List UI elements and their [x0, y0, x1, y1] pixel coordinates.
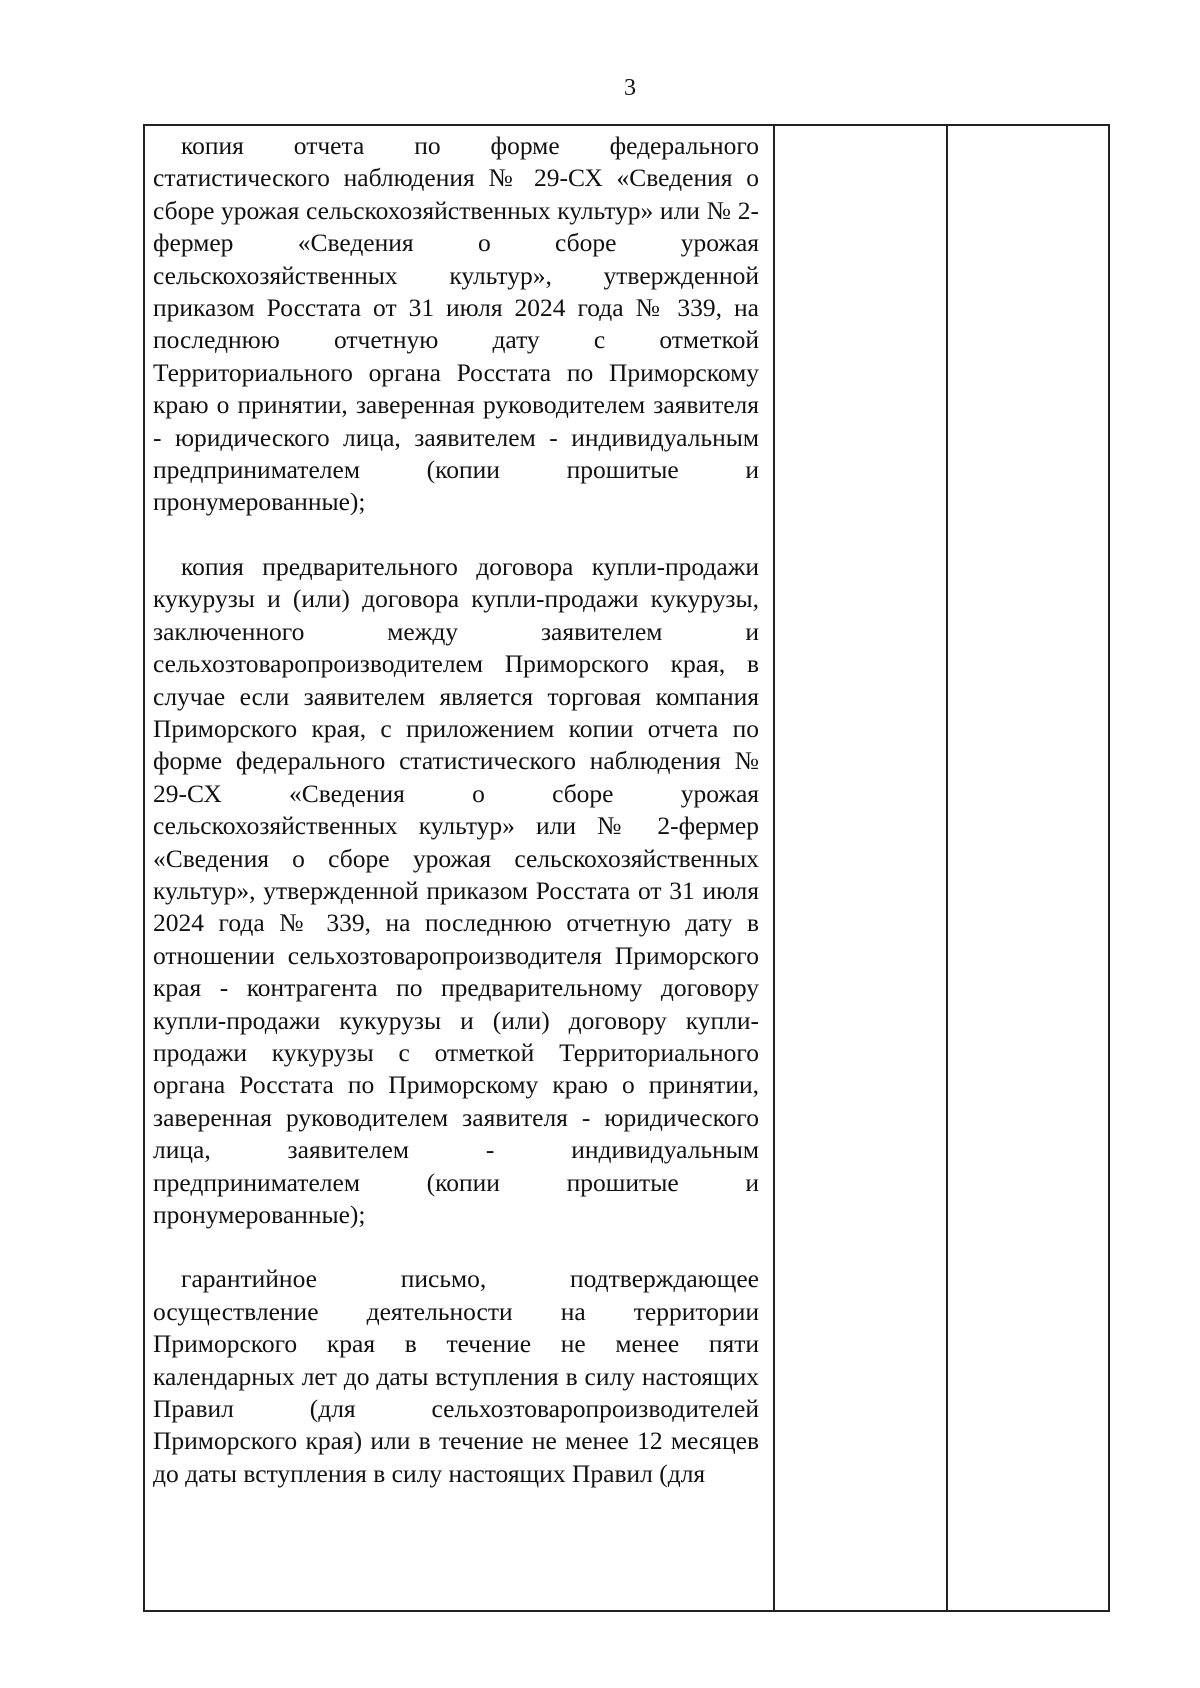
table-column-content — [145, 126, 775, 1610]
document-table — [143, 124, 1110, 1612]
table-cell-text — [153, 130, 759, 1490]
table-column-empty-2 — [948, 126, 1108, 1610]
page-number: 3 — [624, 75, 636, 101]
paragraph-report-copy: копия отчета по форме федерального статистического наблюдения № 29-СХ «Сведения о сборе урожая сельскохозяйственных культур» или № 2-фермер «Сведения о сборе урожая сельскохозяйственных культур», утвержденной приказом Росстата от 31 июля 2024 года № 339, на последнюю отчетную дату с отметкой Территориального органа Росстата по Приморскому краю о принятии, заверенная руководителем заявителя - юридического лица, заявителем - индивидуальным предпринимателем (копии прошитые и пронумерованные); — [153, 131, 759, 517]
paragraph-guarantee-letter: гарантийное письмо, подтверждающее осуществление деятельности на территории Приморского края в течение не менее пяти календарных лет до даты вступления в силу настоящих Правил (для сельхозтоваропроизводителей Приморского края) или в течение не менее 12 месяцев до даты вступления в силу настоящих Правил (для — [153, 1264, 759, 1488]
table-column-empty-1 — [775, 126, 948, 1610]
paragraph-preliminary-contract-copy: копия предварительного договора купли-продажи кукурузы и (или) договора купли-продажи кукурузы, заключенного между заявителем и сельхозтоваропроизводителем Приморского края, в случае если заявителем является торговая компания Приморского края, с приложением копии отчета по форме федерального статистического наблюдения № 29-СХ «Сведения о сборе урожая сельскохозяйственных культур» или № 2-фермер «Сведения о сборе урожая сельскохозяйственных культур», утвержденной приказом Росстата от 31 июля 2024 года № 339, на последнюю отчетную дату в отношении сельхозтоваропроизводителя Приморского края - контрагента по предварительному договору купли-продажи кукурузы и (или) договору купли-продажи кукурузы с отметкой Территориального органа Росстата по Приморскому краю о принятии, заверенная руководителем заявителя - юридического лица, заявителем - индивидуальным предпринимателем (копии прошитые и пронумерованные); — [153, 551, 759, 1229]
